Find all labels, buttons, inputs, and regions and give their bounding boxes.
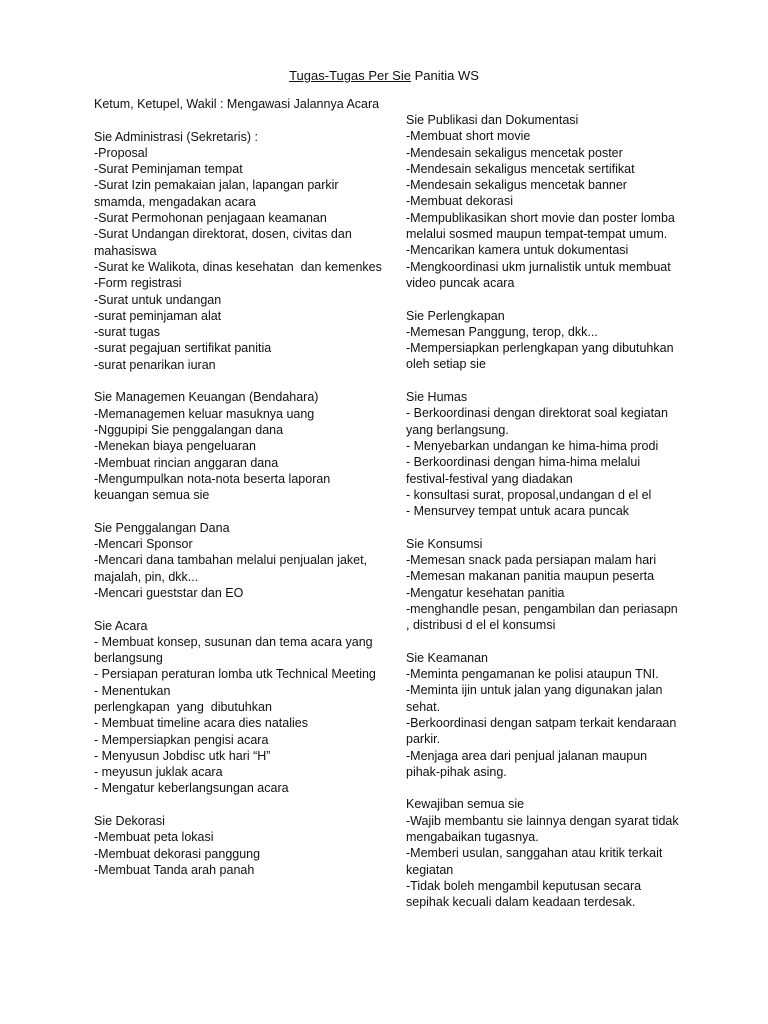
task-item: -Memanagemen keluar masuknya uang <box>94 406 315 421</box>
section <box>94 618 384 797</box>
task-item: -Surat untuk undangan <box>94 292 222 307</box>
task-item: -Mencari Sponsor <box>94 537 193 552</box>
task-item: - Mempersiapkan pengisi acara <box>94 732 269 747</box>
section-heading: Sie Perlengkapan <box>406 308 505 323</box>
task-item: -Nggupipi Sie penggalangan dana <box>94 422 284 437</box>
task-item: -Mendesain sekaligus mencetak banner <box>406 178 627 193</box>
section <box>406 112 681 291</box>
section-heading: Sie Managemen Keuangan (Bendahara) <box>94 390 319 405</box>
task-item: -Membuat rincian anggaran dana <box>94 455 279 470</box>
task-item: - Menyusun Jobdisc utk hari “H” <box>94 748 271 763</box>
task-item: - Membuat konsep, susunan dan tema acara yang berlangsung <box>94 634 377 666</box>
section <box>94 520 384 601</box>
task-item: -Wajib membantu sie lainnya dengan syarat tidak mengabaikan tugasnya. <box>406 813 683 845</box>
task-item: -Membuat dekorasi <box>406 194 513 209</box>
task-item: - Berkoordinasi dengan hima-hima melalui festival-festival yang diadakan <box>406 455 644 486</box>
task-item: -Mencari dana tambahan melalui penjualan jaket, majalah, pin, dkk... <box>94 553 371 584</box>
task-item: -Mengkoordinasi ukm jurnalistik untuk membuat video puncak acara <box>406 259 675 290</box>
task-item: -Mendesain sekaligus mencetak sertifikat <box>406 161 635 176</box>
section-heading: Sie Acara <box>94 618 148 633</box>
task-item: -Form registrasi <box>94 276 182 291</box>
task-item: -Memesan makanan panitia maupun peserta <box>406 569 655 584</box>
section <box>94 813 384 878</box>
task-item: -Membuat peta lokasi <box>94 830 214 845</box>
task-item: - Mengatur keberlangsungan acara <box>94 781 289 796</box>
task-item: -Mempersiapkan perlengkapan yang dibutuhkan oleh setiap sie <box>406 341 678 372</box>
task-item: -Meminta pengamanan ke polisi ataupun TNI. <box>406 667 659 682</box>
task-item: -Tidak boleh mengambil keputusan secara sepihak kecuali dalam keadaan terdesak. <box>406 878 645 910</box>
section <box>406 650 681 780</box>
section <box>406 536 681 634</box>
section-heading: Sie Dekorasi <box>94 814 165 829</box>
task-item: - meyusun juklak acara <box>94 765 223 780</box>
document-title-rest: Panitia WS <box>410 68 479 83</box>
task-item: -Mencari gueststar dan EO <box>94 585 244 600</box>
task-item: -Surat ke Walikota, dinas kesehatan dan kemenkes <box>94 259 382 274</box>
task-item: -Surat Izin pemakaian jalan, lapangan parkir smamda, mengadakan acara <box>94 178 343 209</box>
task-item: -surat tugas <box>94 325 161 340</box>
section <box>406 389 681 519</box>
task-item: -surat penarikan iuran <box>94 357 216 372</box>
task-item: -Surat Peminjaman tempat <box>94 162 243 177</box>
task-item: -Mengatur kesehatan panitia <box>406 585 565 600</box>
task-item: -Menjaga area dari penjual jalanan maupun pihak-pihak asing. <box>406 748 651 779</box>
section <box>94 96 384 112</box>
task-item: - Mensurvey tempat untuk acara puncak <box>406 504 630 519</box>
task-item: -Membuat Tanda arah panah <box>94 862 255 877</box>
section-heading: Kewajiban semua sie <box>406 797 525 812</box>
task-item: -Memesan Panggung, terop, dkk... <box>406 324 598 339</box>
document-title <box>0 68 768 84</box>
section <box>94 389 384 503</box>
task-item: -Mengumpulkan nota-nota beserta laporan keuangan semua sie <box>94 471 334 503</box>
section-heading: Sie Publikasi dan Dokumentasi <box>406 113 579 127</box>
left-column <box>94 96 384 895</box>
document-title-underlined: Tugas-Tugas Per Sie <box>289 68 411 83</box>
task-item: -Menekan biaya pengeluaran <box>94 439 256 454</box>
task-item: - Membuat timeline acara dies natalies <box>94 716 308 731</box>
section <box>406 796 681 910</box>
task-item: -Membuat dekorasi panggung <box>94 846 261 861</box>
section-heading: Sie Penggalangan Dana <box>94 520 230 535</box>
task-item: -Memesan snack pada persiapan malam hari <box>406 553 657 568</box>
task-item: -surat pegajuan sertifikat panitia <box>94 341 272 356</box>
section-heading: Sie Administrasi (Sekretaris) : <box>94 129 258 144</box>
task-item: -Membuat short movie <box>406 129 531 144</box>
task-item: -surat peminjaman alat <box>94 308 222 323</box>
task-item: -Mempublikasikan short movie dan poster lomba melalui sosmed maupun tempat-tempat umum. <box>406 210 679 242</box>
task-item: - Menentukan perlengkapan yang dibutuhkan <box>94 683 272 714</box>
right-column <box>406 112 681 927</box>
section-heading: Sie Konsumsi <box>406 536 483 551</box>
task-item: -Mendesain sekaligus mencetak poster <box>406 145 623 160</box>
section-heading: Sie Humas <box>406 390 468 405</box>
task-item: -menghandle pesan, pengambilan dan periasapn , distribusi d el el konsumsi <box>406 601 682 633</box>
task-item: -Surat Permohonan penjagaan keamanan <box>94 211 327 226</box>
task-item: -Memberi usulan, sanggahan atau kritik terkait kegiatan <box>406 846 666 877</box>
task-item: -Proposal <box>94 145 148 160</box>
section-heading: Sie Keamanan <box>406 650 489 665</box>
section-heading: Ketum, Ketupel, Wakil : Mengawasi Jalannya Acara <box>94 97 380 111</box>
task-item: - Persiapan peraturan lomba utk Technical Meeting <box>94 667 376 682</box>
task-item: -Meminta ijin untuk jalan yang digunakan jalan sehat. <box>406 683 666 714</box>
task-item: -Berkoordinasi dengan satpam terkait kendaraan parkir. <box>406 715 680 747</box>
section <box>94 129 384 373</box>
task-item: - konsultasi surat, proposal,undangan d el el <box>406 487 652 502</box>
task-item: - Berkoordinasi dengan direktorat soal kegiatan yang berlangsung. <box>406 406 672 437</box>
section <box>406 308 681 373</box>
task-item: - Menyebarkan undangan ke hima-hima prodi <box>406 438 659 453</box>
task-item: -Mencarikan kamera untuk dokumentasi <box>406 243 629 258</box>
task-item: -Surat Undangan direktorat, dosen, civitas dan mahasiswa <box>94 227 356 258</box>
